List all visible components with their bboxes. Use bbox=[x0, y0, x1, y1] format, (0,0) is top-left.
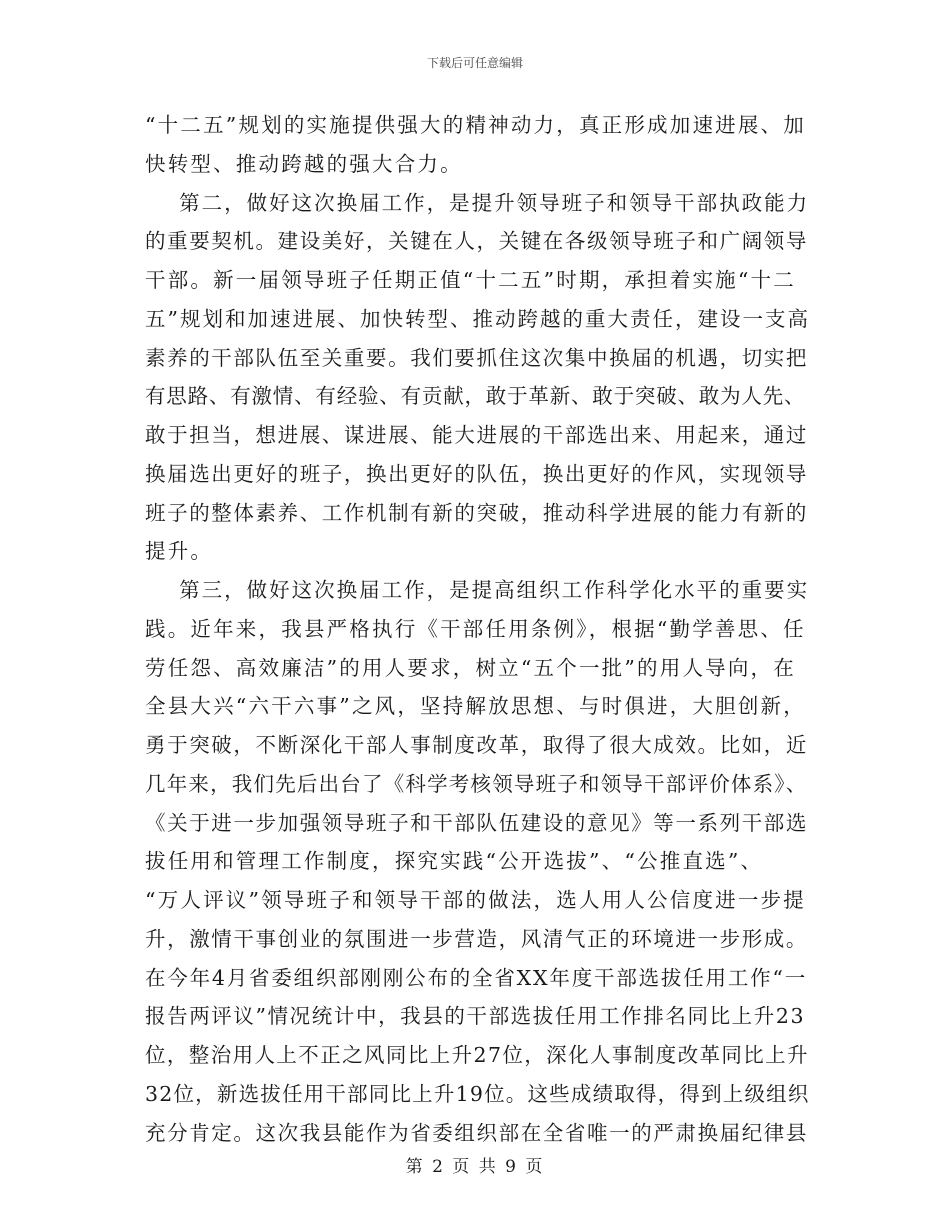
page-footer bbox=[0, 1152, 950, 1177]
text-line: 干部。新一届领导班子任期正值“十二五”时期，承担着实施“十二 bbox=[145, 268, 796, 292]
text-line: 全县大兴“六干六事”之风，坚持解放思想、与时俱进，大胆创新， bbox=[145, 694, 806, 719]
text-line: 敢于担当，想进展、谋进展、能大进展的干部选出来、用起来，通过 bbox=[145, 423, 808, 447]
text-line: 素养的干部队伍至关重要。我们要抓住这次集中换届的机遇，切实把 bbox=[145, 345, 808, 370]
text-line: 拔任用和管理工作制度，探究实践“公开选拔”、“公推直选”、 bbox=[145, 849, 764, 874]
page-number: 第 2 页 共 9 页 bbox=[405, 1157, 545, 1177]
text-line: 在今年4月省委组织部刚刚公布的全省XX年度干部选拔任用工作“一 bbox=[145, 965, 808, 990]
text-line: “十二五”规划的实施提供强大的精神动力，真正形成加速进展、加 bbox=[145, 113, 806, 137]
text-line: 报告两评议”情况统计中，我县的干部选拔任用工作排名同比上升23 bbox=[145, 1004, 806, 1029]
text-line: 勇于突破，不断深化干部人事制度改革，取得了很大成效。比如，近 bbox=[145, 733, 808, 757]
text-line: 几年来，我们先后出台了《科学考核领导班子和领导干部评价体系》、 bbox=[145, 771, 808, 796]
text-line: 第三，做好这次换届工作，是提高组织工作科学化水平的重要实 bbox=[145, 578, 810, 602]
text-line: 的重要契机。建设美好，关键在人，关键在各级领导班子和广阔领导 bbox=[145, 229, 808, 254]
text-line: 有思路、有激情、有经验、有贡献，敢于革新、敢于突破、敢为人先、 bbox=[145, 384, 806, 409]
text-line: 践。近年来，我县严格执行《干部任用条例》，根据“勤学善思、任 bbox=[145, 616, 806, 641]
text-line: 五”规划和加速进展、加快转型、推动跨越的重大责任，建设一支高 bbox=[145, 306, 810, 331]
text-line: “万人评议”领导班子和领导干部的做法，选人用人公信度进一步提 bbox=[145, 888, 806, 912]
text-line: 班子的整体素养、工作机制有新的突破，推动科学进展的能力有新的 bbox=[145, 500, 808, 525]
text-line: 第二，做好这次换届工作，是提升领导班子和领导干部执政能力 bbox=[145, 190, 810, 215]
text-line: 升，激情干事创业的氛围进一步营造，风清气正的环境进一步形成。 bbox=[145, 926, 808, 951]
text-line: 位，整治用人上不正之风同比上升27位，深化人事制度改革同比上升 bbox=[145, 1043, 809, 1067]
text-line: 充分肯定。这次我县能作为省委组织部在全省唯一的严肃换届纪律县 bbox=[145, 1120, 808, 1145]
text-line: 快转型、推动跨越的强大合力。 bbox=[145, 151, 463, 176]
text-line: 换届选出更好的班子，换出更好的队伍，换出更好的作风，实现领导 bbox=[145, 461, 808, 486]
text-line: 《关于进一步加强领导班子和干部队伍建设的意见》等一系列干部选 bbox=[145, 810, 808, 835]
header-note: 下载后可任意编辑 bbox=[426, 56, 523, 70]
document-body bbox=[145, 106, 810, 1152]
text-line: 提升。 bbox=[145, 539, 214, 564]
text-line: 32位，新选拔任用干部同比上升19位。这些成绩取得，得到上级组织 bbox=[145, 1081, 810, 1106]
text-line: 劳任怨、高效廉洁”的用人要求，树立“五个一批”的用人导向，在 bbox=[145, 655, 796, 680]
